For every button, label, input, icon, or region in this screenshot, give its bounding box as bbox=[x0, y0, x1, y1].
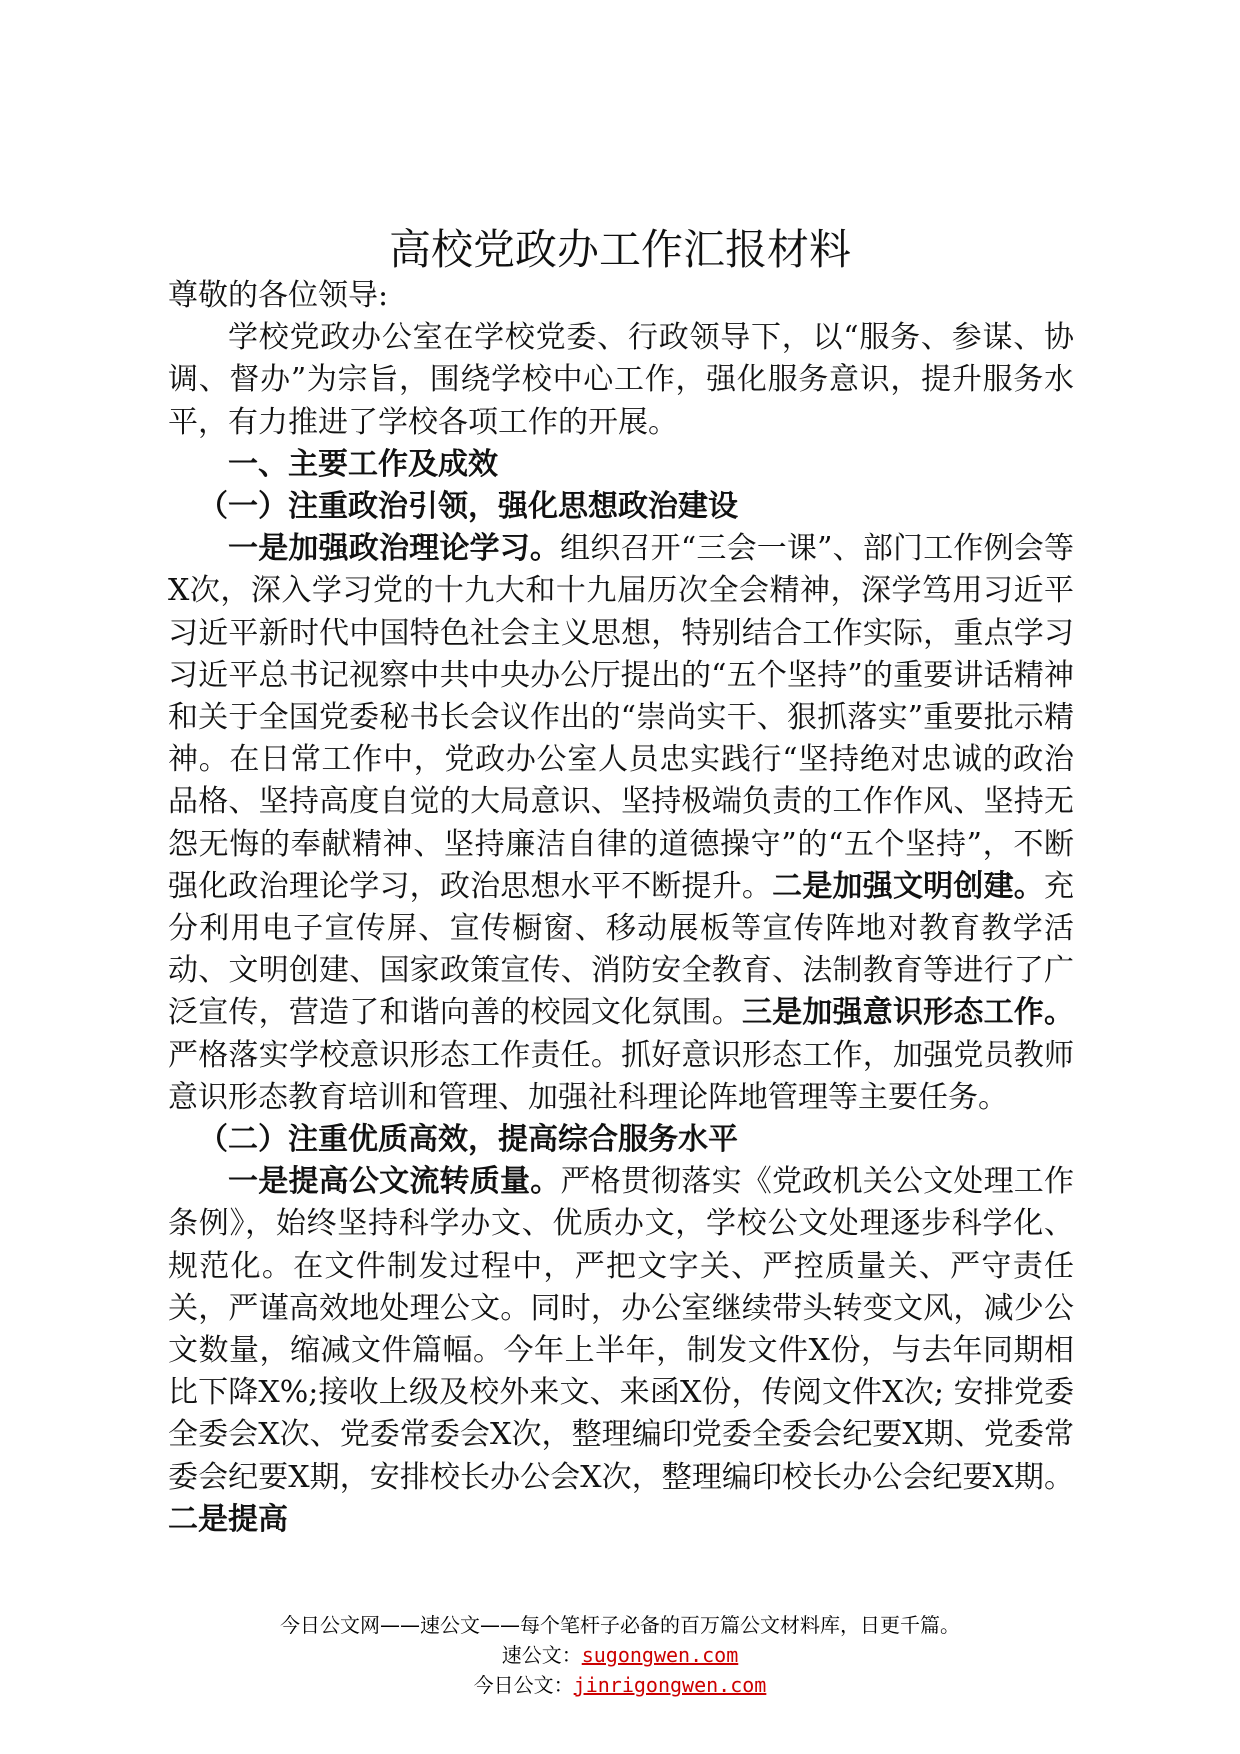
intro-paragraph: 学校党政办公室在学校党委、行政领导下，以“服务、参谋、协调、督办”为宗旨，围绕学校中心工作，强化服务意识，提升服务水平，有力推进了学校各项工作的开展。 bbox=[168, 320, 1074, 440]
subsection-heading-political-guidance: （一）注重政治引领，强化思想政治建设 bbox=[198, 489, 738, 525]
text-ideology-work: 严格落实学校意识形态工作责任。抓好意识形态工作，加强党员教师意识形态教育培训和管理、加强社科理论阵地管理等主要任务。 bbox=[168, 1037, 1074, 1115]
text-civilization-building: 充分利用电子宣传屏、宣传橱窗、移动展板等宣传阵地对教育教学活动、文明创建、国家政策宣传、消防安全教育、法制教育等进行了广泛宣传，营造了和谐向善的校园文化氛围。 bbox=[168, 868, 1075, 1031]
subsection-heading-service-quality: （二）注重优质高效，提高综合服务水平 bbox=[198, 1122, 738, 1158]
footer-site2 bbox=[0, 1670, 1240, 1700]
text-theory-study: 组织召开“三会一课”、部门工作例会等X次，深入学习党的十九大和十九届历次全会精神，深学笃用习近平习近平新时代中国特色社会主义思想，特别结合工作实际，重点学习习近平总书记视察中共中央办公厅提出的“五个坚持”的重要讲话精神和关于全国党委秘书长会议作出的“崇尚实干、狠抓落实”重要批示精神。在日常工作中，党政办公室人员忠实践行“坚持绝对忠诚的政治品格、坚持高度自觉的大局意识、坚持极端负责的工作作风、坚持无怨无悔的奉献精神、坚持廉洁自律的道德操守”的“五个坚持”，不断强化政治理论学习，政治思想水平不断提升。 bbox=[168, 531, 1074, 904]
text-document-flow: 严格贯彻落实《党政机关公文处理工作条例》，始终坚持科学办文、优质办文，学校公文处理逐步科学化、规范化。在文件制发过程中，严把文字关、严控质量关、严守责任关，严谨高效地处理公文。同时，办公室继续带头转变文风，减少公文数量，缩减文件篇幅。今年上半年，制发文件X份，与去年同期相比下降X%;接收上级及校外来文、来函X份，传阅文件X次; 安排党委全委会X次、党委常委会X次，整理编印党委全委会纪要X期、党委常委会纪要X期，安排校长办公会X次，整理编印校长办公会纪要X期。 bbox=[168, 1164, 1075, 1495]
lead-second-improvement: 二是提高 bbox=[168, 1501, 288, 1537]
footer-site1-link[interactable]: sugongwen.com bbox=[581, 1643, 739, 1667]
footer-site1-label: 速公文： bbox=[501, 1643, 582, 1667]
footer-slogan: 今日公文网——速公文——每个笔杆子必备的百万篇公文材料库，日更千篇。 bbox=[280, 1613, 960, 1637]
lead-civilization-building: 二是加强文明创建。 bbox=[772, 868, 1045, 904]
document-body bbox=[168, 275, 1074, 1541]
paragraph-service-quality bbox=[168, 1161, 1074, 1541]
document-title: 高校党政办工作汇报材料 bbox=[388, 225, 851, 274]
paragraph-political-guidance bbox=[168, 528, 1074, 1119]
footer-site1 bbox=[0, 1640, 1240, 1670]
lead-theory-study: 一是加强政治理论学习。 bbox=[228, 531, 561, 567]
page-footer bbox=[0, 1610, 1240, 1700]
section-heading-main-work: 一、主要工作及成效 bbox=[228, 446, 498, 482]
lead-document-flow: 一是提高公文流转质量。 bbox=[228, 1164, 561, 1200]
salutation: 尊敬的各位领导: bbox=[168, 278, 389, 313]
footer-site2-link[interactable]: jinrigongwen.com bbox=[573, 1673, 767, 1697]
footer-site2-label: 今日公文： bbox=[473, 1673, 574, 1697]
lead-ideology-work: 三是加强意识形态工作。 bbox=[741, 995, 1075, 1031]
